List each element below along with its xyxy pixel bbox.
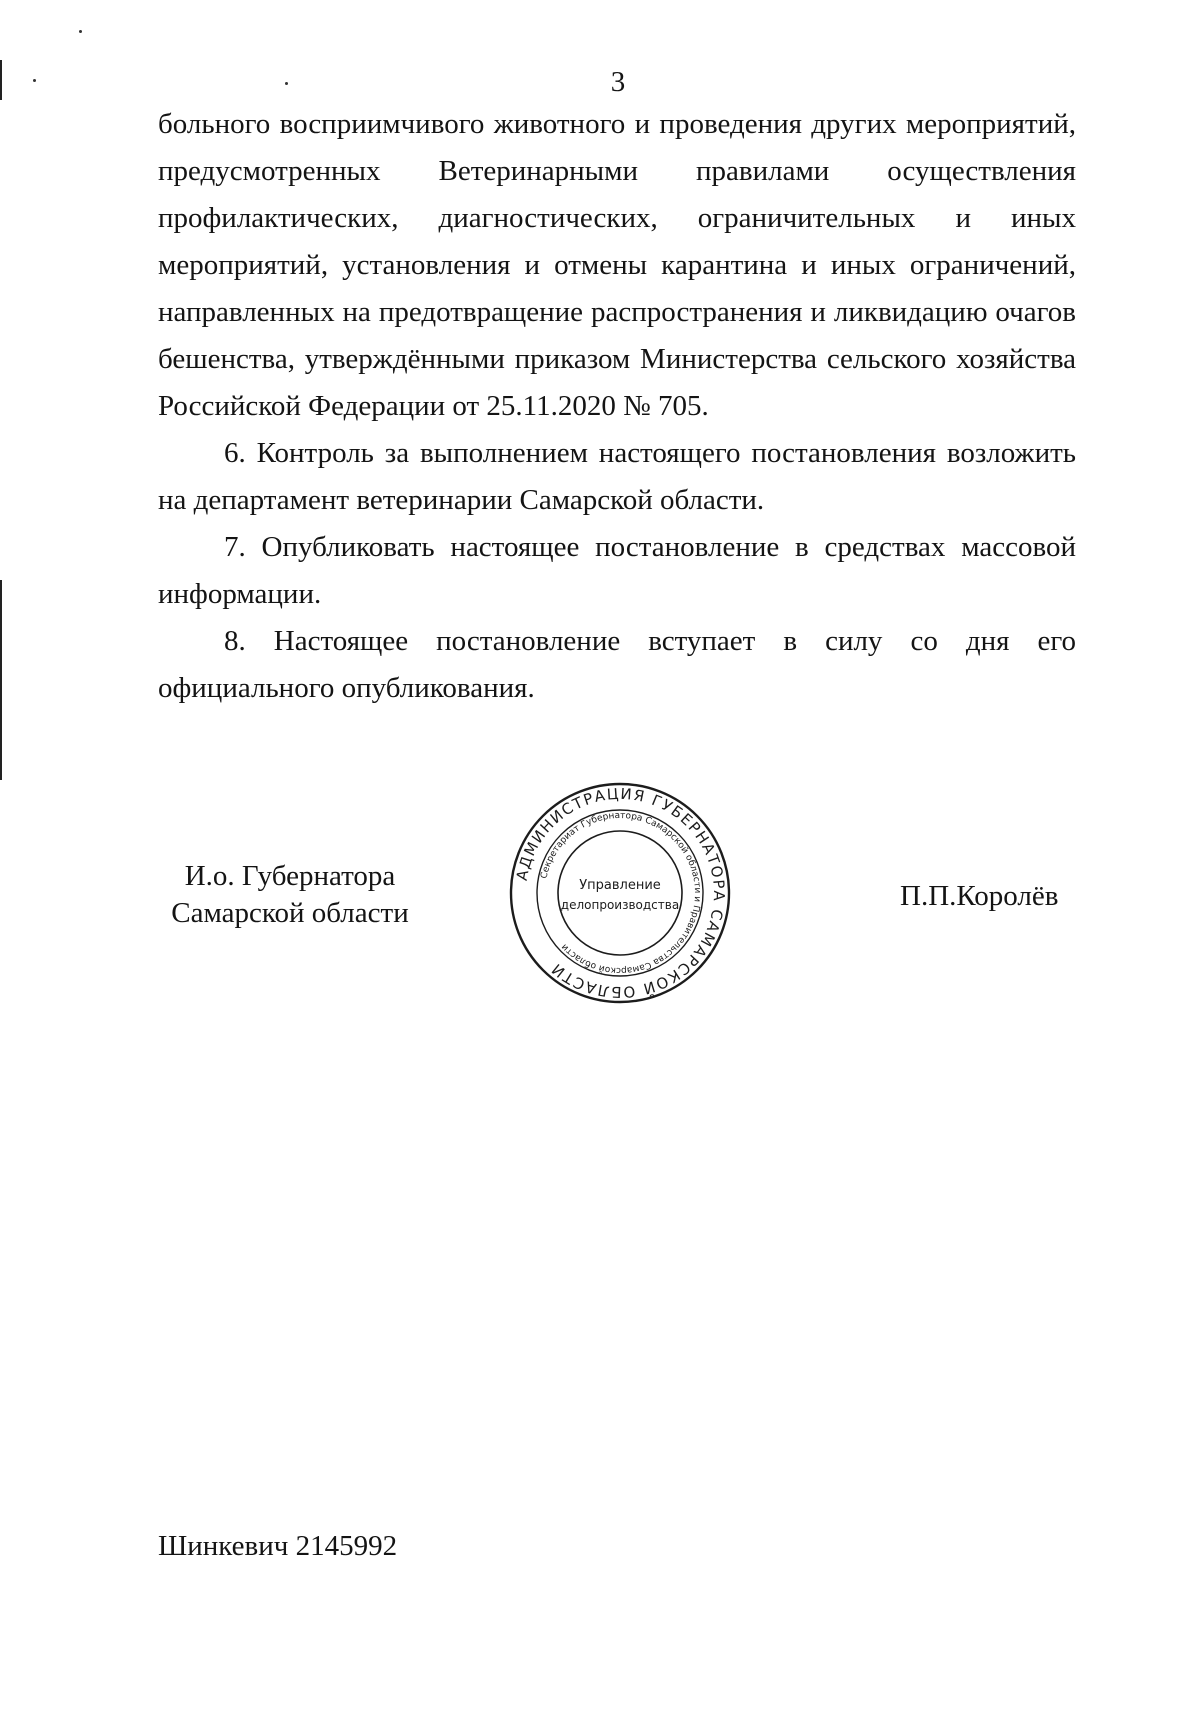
text-line: профилактических, диагностических, ограничительных и иных — [158, 202, 1076, 234]
paragraph-continuation — [158, 101, 1076, 430]
text-line: бешенства, утверждёнными приказом Министерства сельского хозяйства — [158, 343, 1076, 375]
scan-speck — [79, 30, 82, 33]
scan-edge-mark — [0, 580, 2, 780]
scan-speck — [33, 79, 36, 82]
paragraph-item-7: 7. Опубликовать настоящее постановление в средствах массовой информации. — [158, 531, 1076, 610]
text-line: Российской Федерации от 25.11.2020 № 705. — [158, 390, 709, 422]
text-line: больного восприимчивого животного и проведения других мероприятий, — [158, 108, 1076, 140]
paragraph-item-8: 8. Настоящее постановление вступает в силу со дня его официального опубликования. — [158, 625, 1076, 704]
document-body — [158, 101, 1076, 712]
stamp-middle-border — [537, 810, 703, 976]
official-stamp — [507, 780, 733, 1006]
text-line: мероприятий, установления и отмены карантина и иных ограничений, — [158, 249, 1076, 281]
stamp-center-line: делопроизводства — [560, 898, 680, 912]
executor-info: Шинкевич 2145992 — [158, 1530, 398, 1562]
text-line: предусмотренных Ветеринарными правилами осуществления — [158, 155, 1076, 187]
text-line: направленных на предотвращение распространения и ликвидацию очагов — [158, 296, 1076, 328]
stamp-center-line: Управление — [579, 878, 661, 893]
signatory-position — [160, 858, 420, 932]
page-number: 3 — [610, 66, 626, 98]
scan-edge-mark — [0, 60, 2, 100]
scan-speck — [285, 82, 288, 85]
signatory-name: П.П.Королёв — [900, 880, 1059, 912]
signatory-position-line: И.о. Губернатора — [184, 860, 396, 892]
paragraph-item-6: 6. Контроль за выполнением настоящего постановления возложить на департамент ветеринарии Самарской области. — [158, 437, 1076, 516]
signatory-position-line: Самарской области — [171, 897, 409, 929]
stamp-outer-text: АДМИНИСТРАЦИЯ ГУБЕРНАТОРА САМАРСКОЙ ОБЛАСТИ — [512, 784, 729, 1002]
stamp-inner-text: Секретариат Губернатора Самарской области и Правительства Самарской области — [539, 810, 703, 976]
stamp-inner-border — [558, 831, 682, 955]
